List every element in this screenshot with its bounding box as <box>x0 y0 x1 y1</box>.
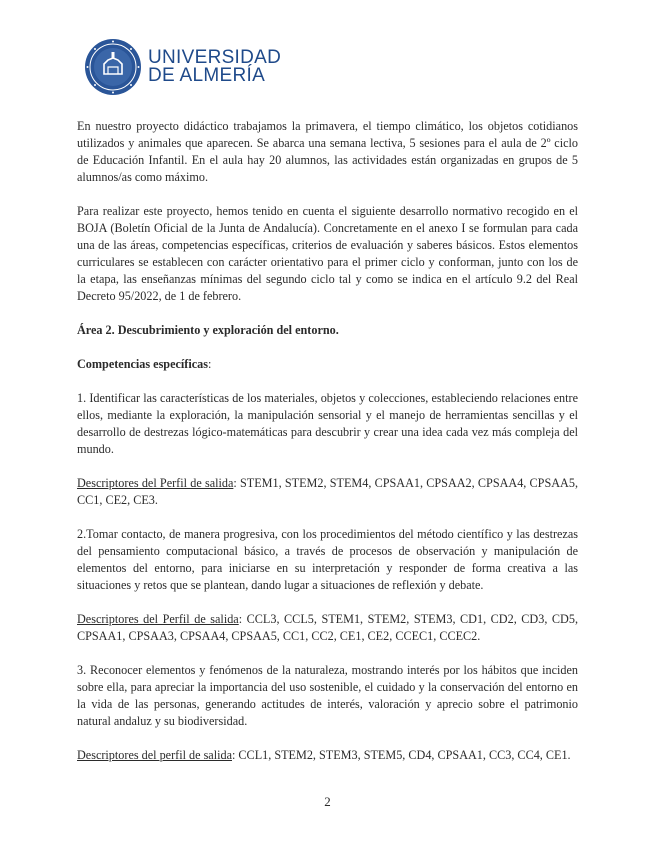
descriptores-values: : STEM1, STEM2, STEM4, CPSAA1, CPSAA2, CPSAA4, CPSAA5, CC1, CE2, CE3. <box>77 476 578 507</box>
descriptores-values: : CCL1, STEM2, STEM3, STEM5, CD4, CPSAA1, CC3, CC4, CE1. <box>232 748 571 762</box>
descriptores-2 <box>77 611 578 645</box>
competencia-item-2: 2.Tomar contacto, de manera progresiva, con los procedimientos del método científico y las destrezas del pensamiento computacional básico, a través de procesos de observación y manipulación de elementos del entorno, para iniciarse en su interpretación y responder de forma creativa a las situaciones y retos que se plantean, dando lugar a situaciones de reflexión y debate. <box>77 527 578 592</box>
competencias-label: Competencias específicas <box>77 357 208 371</box>
competencias-heading <box>77 356 578 373</box>
descriptores-values: : CCL3, CCL5, STEM1, STEM2, STEM3, CD1, CD2, CD3, CD5, CPSAA1, CPSAA3, CPSAA4, CPSAA5, CC1, CC2, CE1, CE2, CCEC1, CCEC2. <box>77 612 578 643</box>
normativa-paragraph: Para realizar este proyecto, hemos tenido en cuenta el siguiente desarrollo normativo recogido en el BOJA (Boletín Oficial de la Junta de Andalucía). Concretamente en el anexo I se formulan para cada una de las áreas, competencias específicas, criterios de evaluación y saberes básicos. Estos elementos curriculares se establecen con carácter orientativo para el primer ciclo y conforman, junto con los de la etapa, las enseñanzas mínimas del segundo ciclo tal y como se indica en el artículo 9.2 del Real Decreto 95/2022, de 1 de febrero. <box>77 204 578 303</box>
university-name <box>148 49 281 85</box>
intro-paragraph: En nuestro proyecto didáctico trabajamos la primavera, el tiempo climático, los objetos cotidianos utilizados y animales que aparecen. Se abarca una semana lectiva, 5 sesiones para el aula de 2º ciclo de Educación Infantil. En el aula hay 20 alumnos, las actividades están organizadas en grupos de 5 alumnos/as como máximo. <box>77 119 578 184</box>
descriptores-label: Descriptores del Perfil de salida <box>77 612 239 626</box>
competencia-item-3: 3. Reconocer elementos y fenómenos de la naturaleza, mostrando interés por los hábitos que inciden sobre ella, para apreciar la importancia del uso sostenible, el cuidado y la conservación del entorno en la vida de las personas, generando actitudes de interés, valoración y aprecio sobre el patrimonio natural andaluz y su biodiversidad. <box>77 663 578 728</box>
descriptores-label: Descriptores del Perfil de salida <box>77 476 234 490</box>
descriptores-3 <box>77 747 578 764</box>
area-heading: Área 2. Descubrimiento y exploración del entorno. <box>77 323 339 337</box>
logo-line-2: DE ALMERÍA <box>148 65 266 86</box>
logo-line-1: UNIVERSIDAD <box>148 47 282 68</box>
descriptores-label: Descriptores del perfil de salida <box>77 748 232 762</box>
university-seal-icon <box>84 38 142 96</box>
university-logo <box>84 38 281 96</box>
page-number: 2 <box>324 794 331 809</box>
document-body <box>77 118 578 764</box>
descriptores-1 <box>77 475 578 509</box>
competencias-colon: : <box>208 357 212 371</box>
competencia-item-1: 1. Identificar las características de los materiales, objetos y colecciones, estableciendo relaciones entre ellos, mediante la exploración, la manipulación sensorial y el manejo de herramientas sencillas y el desarrollo de destrezas lógico-matemáticas para descubrir y crear una idea cada vez más compleja del mundo. <box>77 391 578 456</box>
